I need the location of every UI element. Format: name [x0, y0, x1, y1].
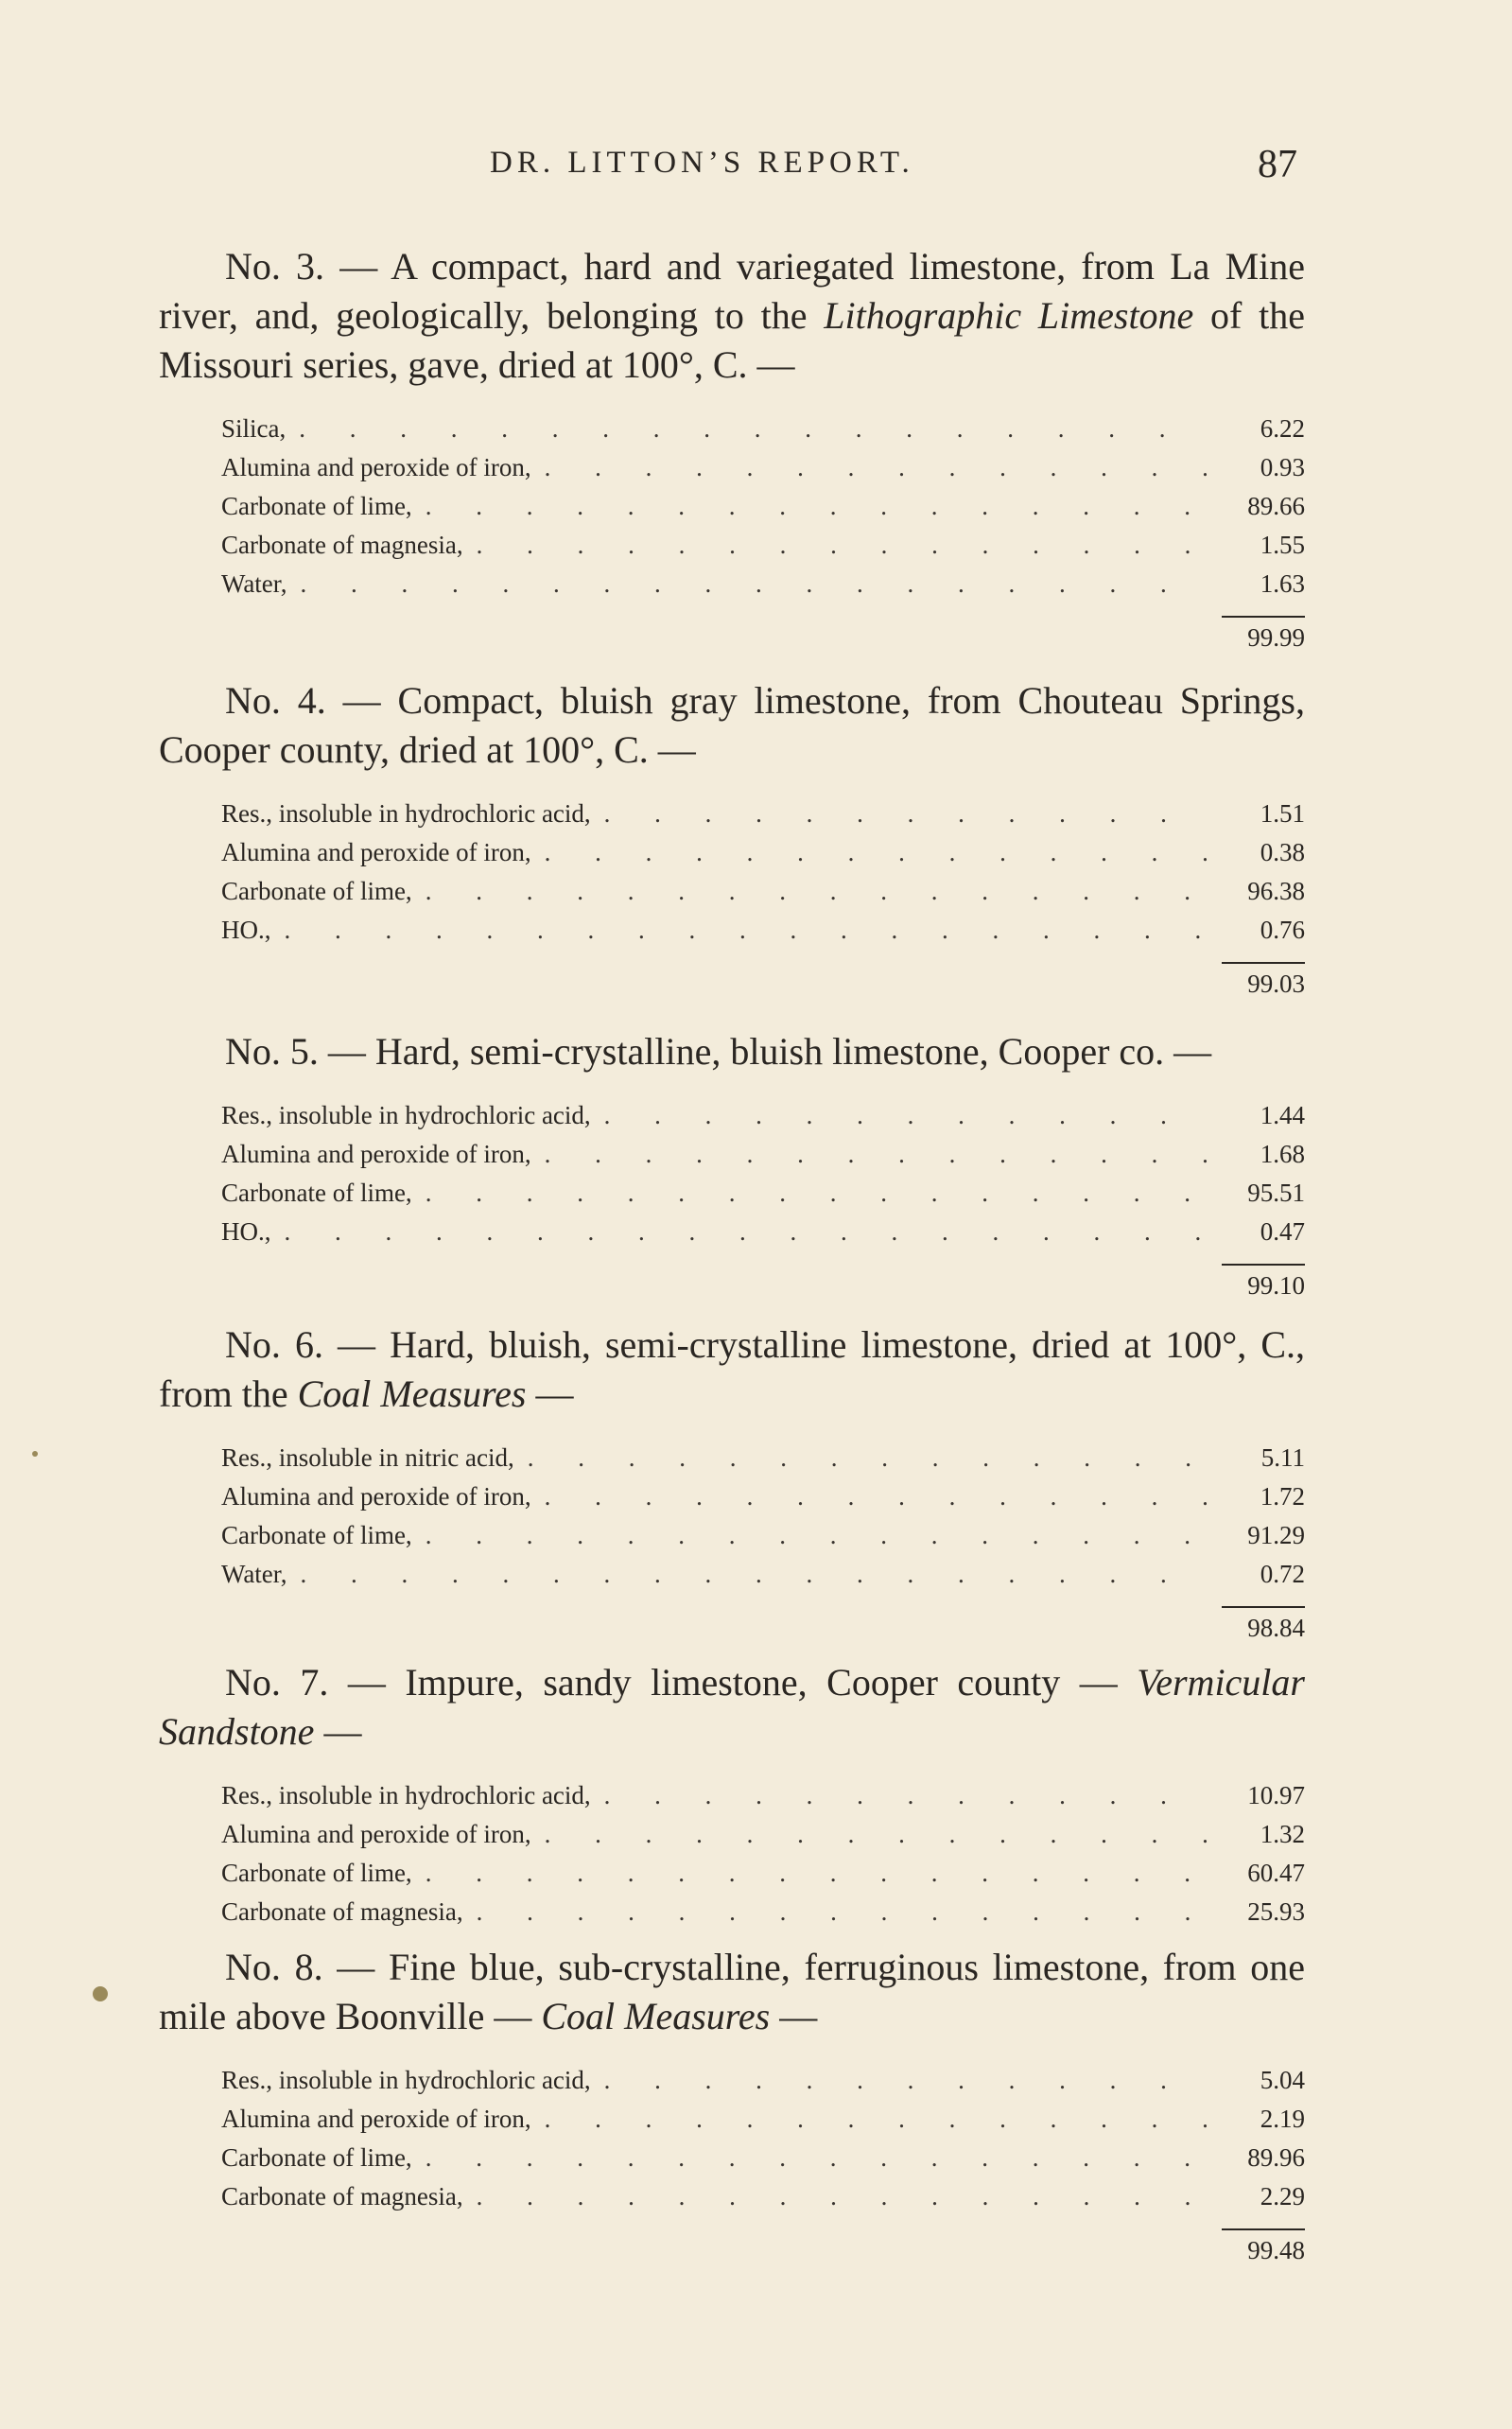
- table-row: [221, 1781, 1305, 1820]
- row-label: Alumina and peroxide of iron,: [221, 1482, 531, 1511]
- row-value: 1.44: [1260, 1101, 1305, 1129]
- page-header: [0, 142, 1512, 199]
- analysis-section-3: [159, 242, 1305, 661]
- table-row: [221, 916, 1305, 954]
- row-value: 1.55: [1260, 531, 1305, 559]
- table-row: [221, 2066, 1305, 2105]
- intro-text-end: —: [770, 1995, 818, 2037]
- table-row: [221, 799, 1305, 838]
- row-value: 0.93: [1260, 453, 1305, 481]
- row-label: Res., insoluble in hydrochloric acid,: [221, 799, 591, 828]
- table-row: [221, 453, 1305, 492]
- intro-italic: Coal Measures: [297, 1372, 527, 1415]
- table-row: [221, 1897, 1305, 1936]
- table-row: [221, 1521, 1305, 1560]
- table-row: [221, 1560, 1305, 1599]
- intro-text-end: of the Missouri series, gave, dried at 100°, C. —: [159, 294, 1305, 386]
- analysis-section-7: [159, 1658, 1305, 1936]
- row-label: Res., insoluble in hydrochloric acid,: [221, 1101, 591, 1129]
- intro-italic: Coal Measures: [541, 1995, 771, 2037]
- row-value: 0.72: [1260, 1560, 1305, 1588]
- row-value: 89.96: [1247, 2143, 1305, 2172]
- row-value: 0.76: [1260, 916, 1305, 944]
- intro-italic: Vermicular Sandstone: [159, 1661, 1305, 1753]
- row-label: Res., insoluble in nitric acid,: [221, 1443, 514, 1472]
- row-label: Carbonate of lime,: [221, 2143, 412, 2172]
- row-label: Carbonate of lime,: [221, 492, 412, 520]
- intro-text: No. 7. — Impure, sandy limestone, Cooper county —: [225, 1661, 1138, 1704]
- page-number: 87: [1258, 143, 1297, 186]
- intro-italic: Lithographic Limestone: [824, 294, 1194, 337]
- row-value: 5.04: [1260, 2066, 1305, 2094]
- row-label: Carbonate of lime,: [221, 1179, 412, 1207]
- row-value: 2.19: [1260, 2105, 1305, 2133]
- section-intro: No. 4. — Compact, bluish gray limestone, from Chouteau Springs, Cooper county, dried at 100°, C. —: [159, 679, 1305, 771]
- row-value: 6.22: [1260, 414, 1305, 443]
- composition-table: [221, 1443, 1305, 1651]
- table-row: [221, 1482, 1305, 1521]
- row-value: 96.38: [1247, 877, 1305, 905]
- composition-table: [221, 799, 1305, 1007]
- table-row: [221, 838, 1305, 877]
- row-value: 1.72: [1260, 1482, 1305, 1511]
- table-row: [221, 1859, 1305, 1897]
- section-intro: [159, 242, 1305, 390]
- composition-table: [221, 1101, 1305, 1309]
- row-value: 2.29: [1260, 2182, 1305, 2211]
- table-row: [221, 1217, 1305, 1256]
- row-label: Alumina and peroxide of iron,: [221, 2105, 531, 2133]
- table-row: [221, 1179, 1305, 1217]
- row-label: Water,: [221, 1560, 287, 1588]
- table-row: [221, 1443, 1305, 1482]
- section-total: 98.84: [1247, 1614, 1305, 1642]
- row-value: 1.63: [1260, 569, 1305, 598]
- row-value: 1.51: [1260, 799, 1305, 828]
- row-label: Alumina and peroxide of iron,: [221, 453, 531, 481]
- row-label: Carbonate of lime,: [221, 1521, 412, 1549]
- paper-speck: [32, 1451, 38, 1457]
- row-value: 25.93: [1247, 1897, 1305, 1926]
- row-value: 1.68: [1260, 1140, 1305, 1168]
- row-value: 60.47: [1247, 1859, 1305, 1887]
- row-label: HO.,: [221, 916, 271, 944]
- section-intro: No. 5. — Hard, semi-crystalline, bluish limestone, Cooper co. —: [225, 1030, 1212, 1073]
- row-label: Carbonate of magnesia,: [221, 531, 463, 559]
- table-row: [221, 1140, 1305, 1179]
- row-value: 0.47: [1260, 1217, 1305, 1246]
- section-intro: [159, 1320, 1305, 1419]
- row-label: HO.,: [221, 1217, 271, 1246]
- table-row: [221, 414, 1305, 453]
- row-label: Res., insoluble in hydrochloric acid,: [221, 2066, 591, 2094]
- row-label: Silica,: [221, 414, 287, 443]
- row-label: Alumina and peroxide of iron,: [221, 1140, 531, 1168]
- row-value: 95.51: [1247, 1179, 1305, 1207]
- row-label: Res., insoluble in hydrochloric acid,: [221, 1781, 591, 1809]
- section-total: 99.10: [1247, 1271, 1305, 1300]
- row-label: Alumina and peroxide of iron,: [221, 1820, 531, 1848]
- composition-table: [221, 1781, 1305, 1936]
- section-intro: [159, 1943, 1305, 2041]
- table-row: [221, 2105, 1305, 2143]
- intro-text: No. 6. — Hard, bluish, semi-crystalline limestone, dried at 100°, C., from the: [159, 1323, 1305, 1415]
- running-head: DR. LITTON’S REPORT.: [490, 146, 914, 180]
- table-row: [221, 531, 1305, 569]
- table-row: [221, 1820, 1305, 1859]
- section-total: 99.99: [1247, 623, 1305, 652]
- row-label: Carbonate of magnesia,: [221, 2182, 463, 2211]
- row-value: 1.32: [1260, 1820, 1305, 1848]
- composition-table: [221, 2066, 1305, 2274]
- intro-text: No. 3. — A compact, hard and variegated limestone, from La Mine river, and, geologically, belonging to the: [159, 245, 1305, 337]
- section-total: 99.48: [1247, 2236, 1305, 2264]
- row-label: Alumina and peroxide of iron,: [221, 838, 531, 866]
- row-value: 5.11: [1260, 1443, 1305, 1472]
- row-value: 10.97: [1247, 1781, 1305, 1809]
- table-row: [221, 569, 1305, 608]
- composition-table: [221, 414, 1305, 661]
- row-label: Water,: [221, 569, 287, 598]
- row-label: Carbonate of lime,: [221, 1859, 412, 1887]
- intro-text-end: —: [314, 1710, 362, 1753]
- row-value: 91.29: [1247, 1521, 1305, 1549]
- row-value: 0.38: [1260, 838, 1305, 866]
- intro-text: No. 8. — Fine blue, sub-crystalline, ferruginous limestone, from one mile above Boonville —: [159, 1946, 1305, 2037]
- section-total: 99.03: [1247, 970, 1305, 998]
- analysis-section-4: [159, 676, 1305, 1007]
- row-label: Carbonate of lime,: [221, 877, 412, 905]
- paper-stain: [93, 1986, 108, 2001]
- intro-text-end: —: [526, 1372, 574, 1415]
- section-intro: [159, 1658, 1305, 1756]
- row-value: 89.66: [1247, 492, 1305, 520]
- analysis-section-5: [159, 1027, 1305, 1309]
- row-label: Carbonate of magnesia,: [221, 1897, 463, 1926]
- table-row: [221, 877, 1305, 916]
- table-row: [221, 492, 1305, 531]
- table-row: [221, 1101, 1305, 1140]
- analysis-section-6: [159, 1320, 1305, 1651]
- table-row: [221, 2182, 1305, 2221]
- table-row: [221, 2143, 1305, 2182]
- analysis-section-8: [159, 1943, 1305, 2274]
